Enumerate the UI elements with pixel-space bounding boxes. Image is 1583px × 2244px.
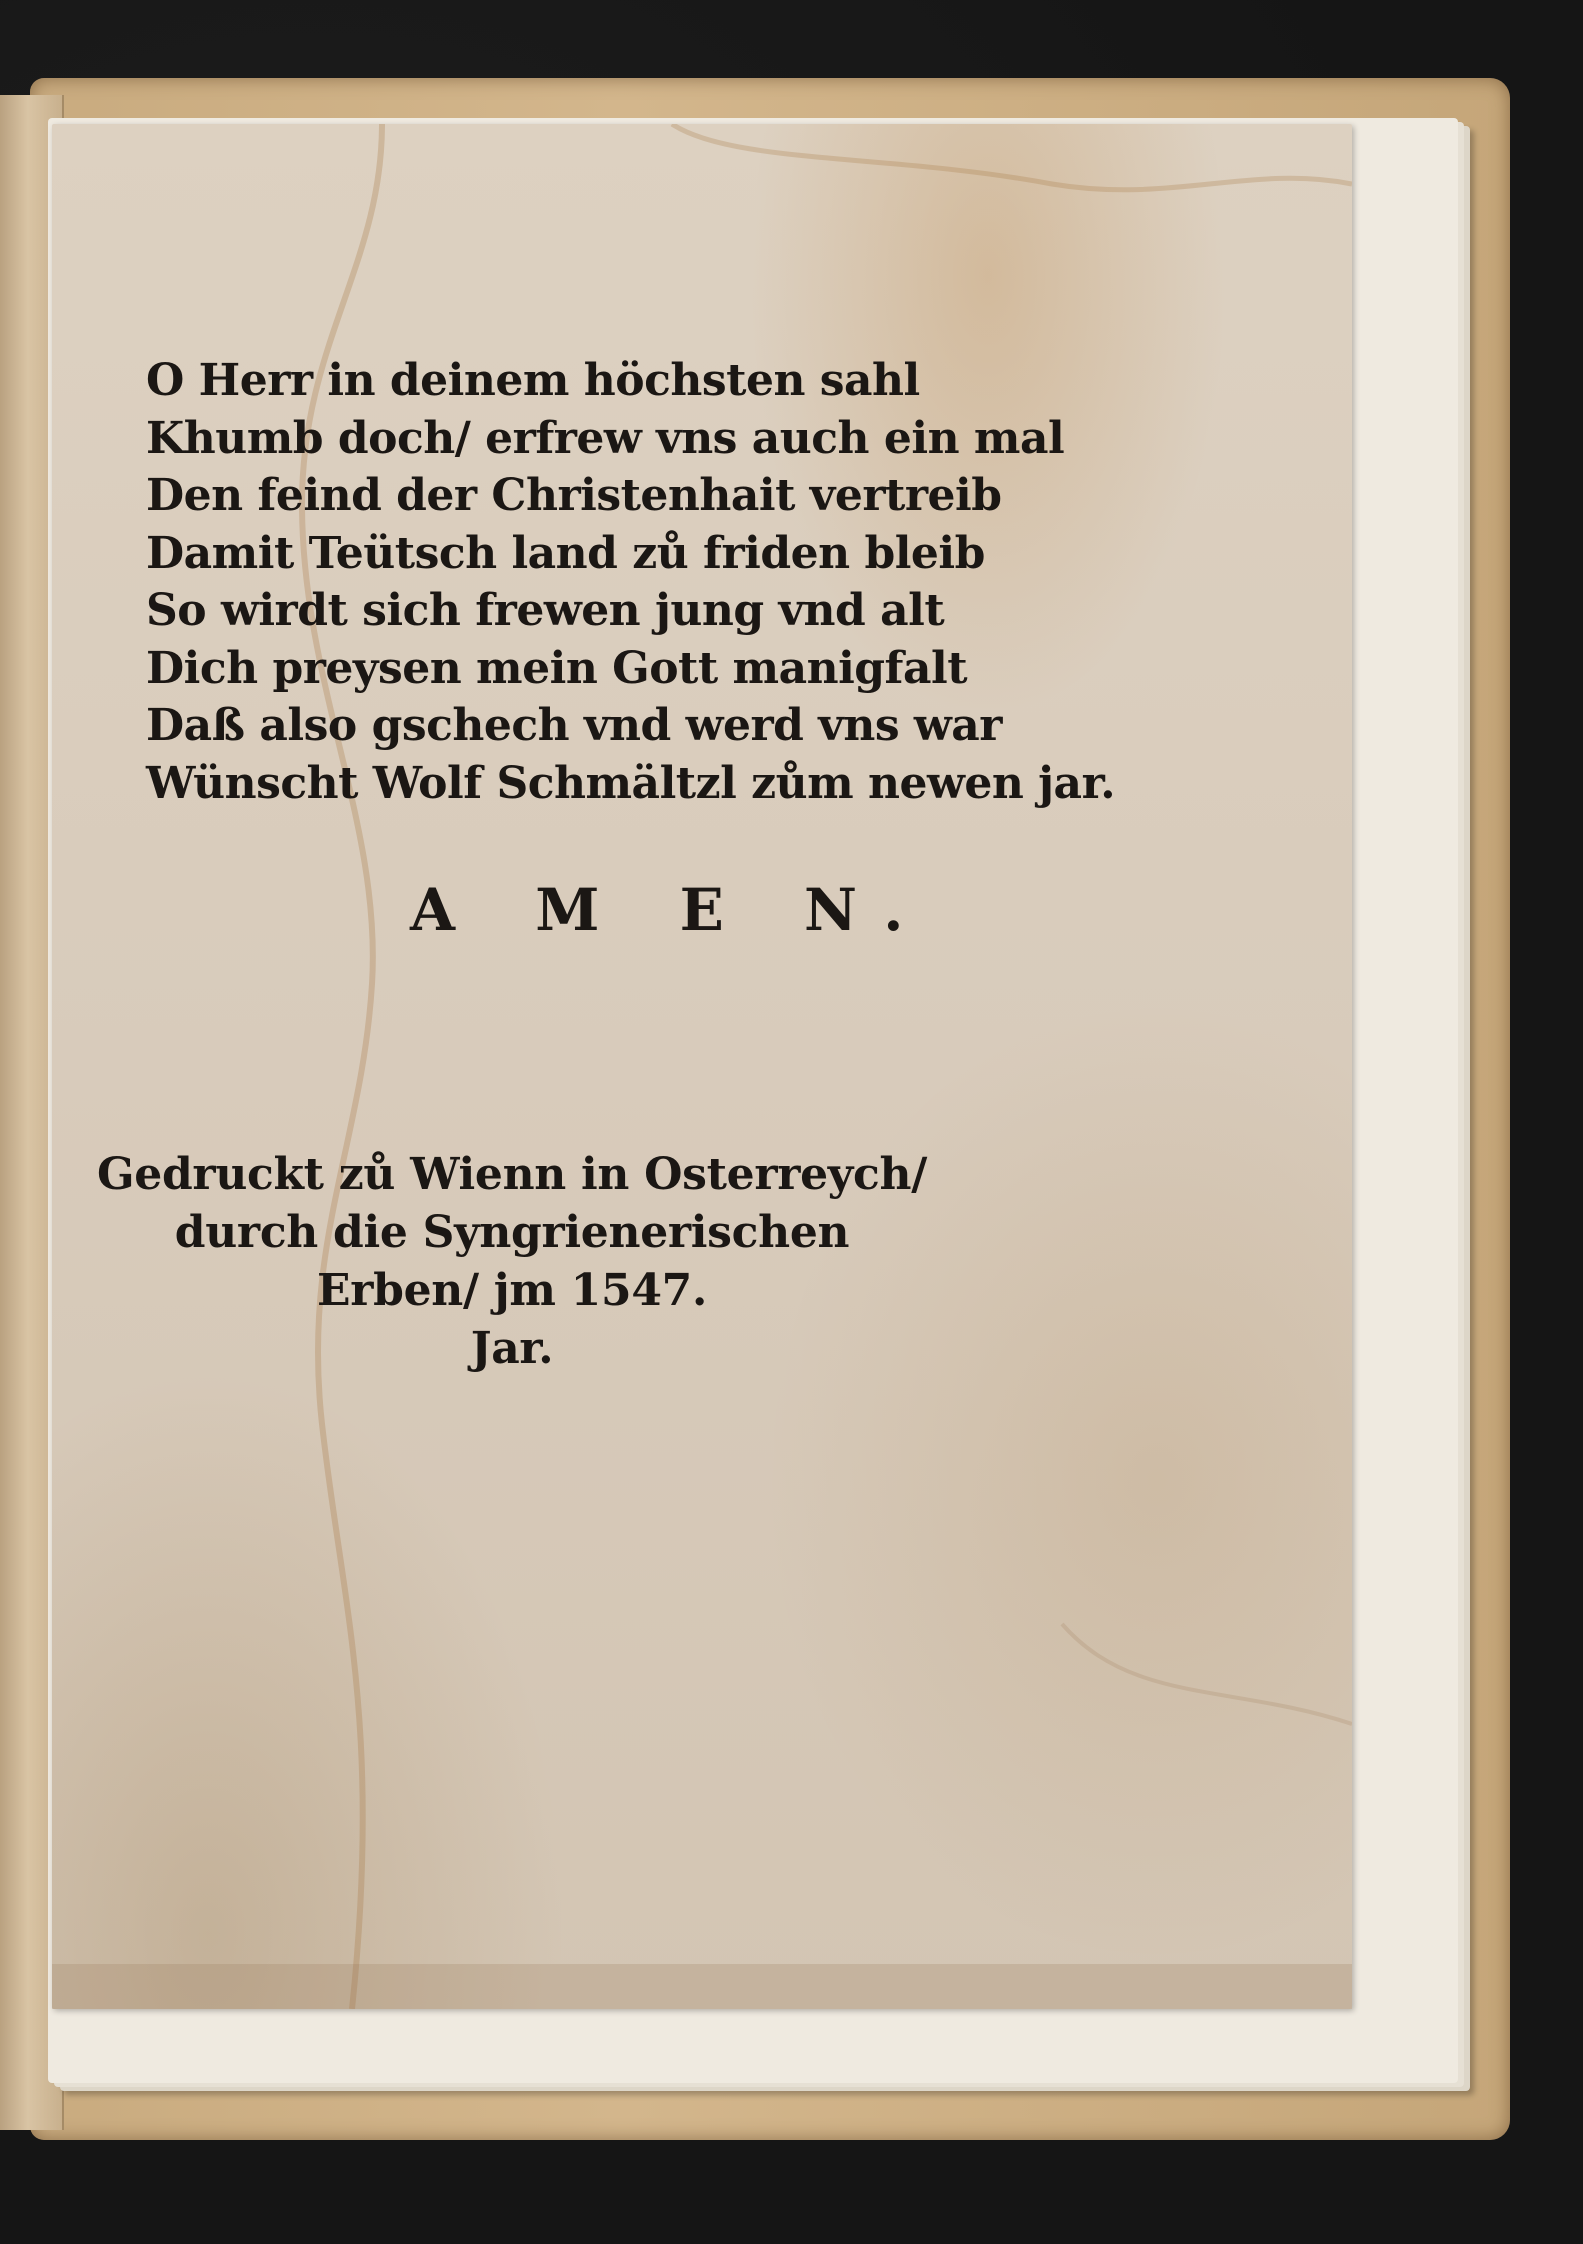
colophon-line: Gedruckt zů Wienn in Osterreych/ bbox=[97, 1149, 927, 1200]
printed-page bbox=[52, 124, 1352, 2009]
verse-line: Daß also gschech vnd werd vns war bbox=[146, 700, 1002, 751]
amen-closing: A M E N. bbox=[410, 876, 934, 944]
colophon-line: durch die Syngrienerischen bbox=[174, 1207, 850, 1258]
colophon-line: Erben/ jm 1547. bbox=[317, 1265, 707, 1316]
verse-line: Dich preysen mein Gott manigfalt bbox=[146, 642, 968, 694]
verse-line: Khumb doch/ erfrew vns auch ein mal bbox=[146, 412, 1065, 464]
colophon-block bbox=[52, 1146, 972, 1378]
verse-line: So wirdt sich frewen jung vnd alt bbox=[146, 585, 945, 636]
verse-line: Wünscht Wolf Schmältzl zům newen jar. bbox=[146, 757, 1116, 809]
colophon-line: Jar. bbox=[470, 1323, 554, 1374]
verse-line: Damit Teütsch land zů friden bleib bbox=[146, 527, 985, 579]
verse-line: Den feind der Christenhait vertreib bbox=[146, 470, 1002, 521]
verse-block bbox=[146, 352, 1115, 812]
verse-line: O Herr in deinem höchsten sahl bbox=[146, 355, 920, 406]
